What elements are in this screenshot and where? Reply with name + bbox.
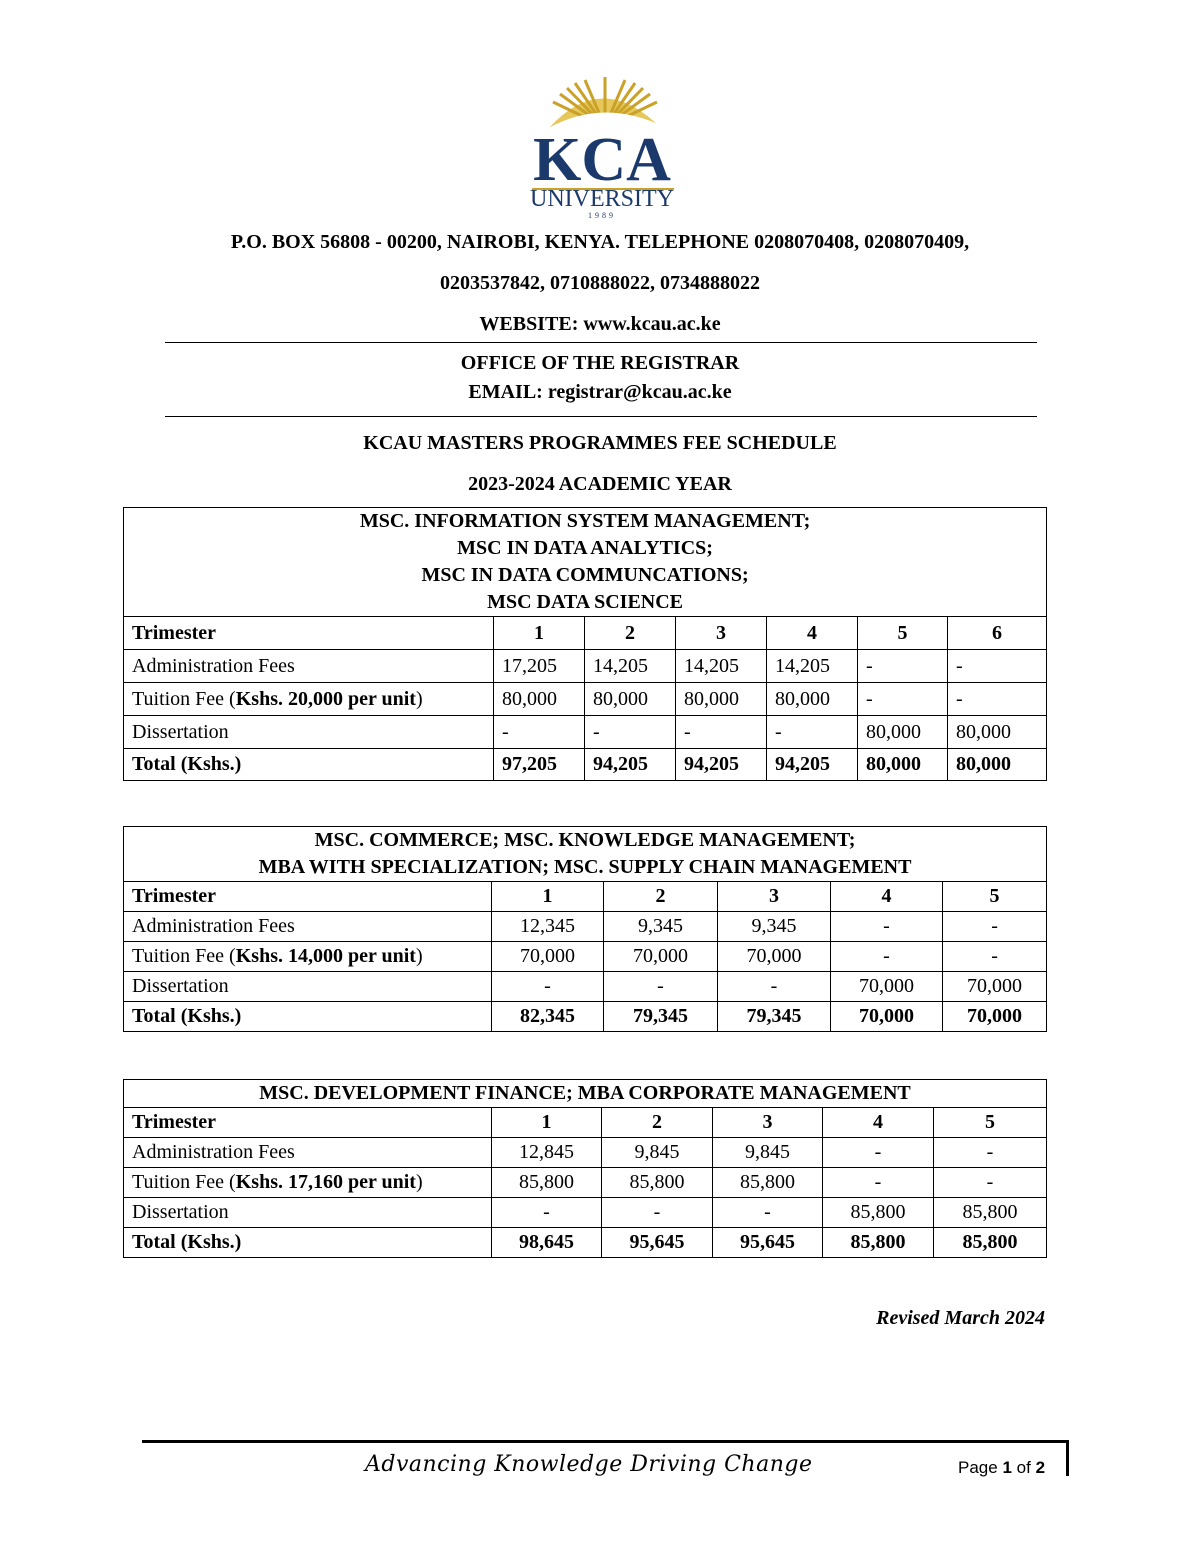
caption-line: MBA WITH SPECIALIZATION; MSC. SUPPLY CHAIN MANAGEMENT <box>258 856 912 878</box>
fee-cell: 12,845 <box>492 1138 602 1168</box>
row-label: Administration Fees <box>124 912 492 942</box>
page-current: 1 <box>1002 1458 1012 1477</box>
caption-line: MSC IN DATA ANALYTICS; <box>457 537 713 559</box>
academic-year: 2023-2024 ACADEMIC YEAR <box>468 473 732 495</box>
header-website-line: WEBSITE: www.kcau.ac.ke <box>479 313 721 335</box>
row-label: Administration Fees <box>124 1138 492 1168</box>
table-row <box>124 942 1047 972</box>
trimester-cell: 2 <box>585 617 676 650</box>
tuition-label-end: ) <box>415 945 423 967</box>
fee-cell: - <box>713 1198 823 1228</box>
caption-line: MSC. DEVELOPMENT FINANCE; MBA CORPORATE MANAGEMENT <box>259 1082 911 1104</box>
caption-line: MSC DATA SCIENCE <box>487 591 684 613</box>
total-cell: 80,000 <box>948 749 1047 781</box>
revision-note: Revised March 2024 <box>876 1307 1045 1329</box>
row-label <box>124 683 494 716</box>
fee-cell: 85,800 <box>934 1198 1047 1228</box>
fee-cell: - <box>585 716 676 749</box>
page-of: of <box>1016 1458 1031 1477</box>
total-cell: 70,000 <box>831 1002 943 1032</box>
fee-cell: 70,000 <box>604 942 718 972</box>
table-row <box>124 912 1047 942</box>
total-cell: 79,345 <box>718 1002 831 1032</box>
fee-cell: - <box>823 1138 934 1168</box>
trimester-cell: 5 <box>858 617 948 650</box>
caption-line: MSC. COMMERCE; MSC. KNOWLEDGE MANAGEMENT; <box>314 829 856 851</box>
document-title: KCAU MASTERS PROGRAMMES FEE SCHEDULE <box>363 432 837 454</box>
table-row <box>124 1168 1047 1198</box>
fee-cell: - <box>934 1168 1047 1198</box>
fee-cell: 17,205 <box>494 650 585 683</box>
total-cell: 98,645 <box>492 1228 602 1258</box>
fee-cell: 85,800 <box>602 1168 713 1198</box>
total-cell: 95,645 <box>713 1228 823 1258</box>
fee-cell: - <box>831 912 943 942</box>
table-caption <box>124 1080 1047 1108</box>
fee-cell: - <box>494 716 585 749</box>
table-row <box>124 716 1047 749</box>
fee-cell: - <box>831 942 943 972</box>
fee-cell: - <box>602 1198 713 1228</box>
row-label: Trimester <box>124 1108 492 1138</box>
table-row <box>124 882 1047 912</box>
page-total: 2 <box>1035 1458 1046 1477</box>
tuition-label-end: ) <box>415 1171 423 1193</box>
fee-cell: 80,000 <box>494 683 585 716</box>
fee-cell: 14,205 <box>676 650 767 683</box>
fee-cell: 80,000 <box>676 683 767 716</box>
logo-year: 1989 <box>588 211 616 220</box>
total-cell: 97,205 <box>494 749 585 781</box>
fee-cell: - <box>948 683 1047 716</box>
tuition-rate: Kshs. 20,000 per unit <box>235 687 416 710</box>
tuition-label-end: ) <box>415 687 423 710</box>
footer-divider <box>142 1440 1067 1443</box>
row-label: Total (Kshs.) <box>124 1228 492 1258</box>
total-cell: 94,205 <box>767 749 858 781</box>
fee-cell: 9,345 <box>604 912 718 942</box>
fee-cell: 80,000 <box>767 683 858 716</box>
fee-cell: 80,000 <box>948 716 1047 749</box>
total-cell: 94,205 <box>676 749 767 781</box>
trimester-cell: 1 <box>492 882 604 912</box>
fee-cell: 70,000 <box>831 972 943 1002</box>
trimester-cell: 3 <box>718 882 831 912</box>
fee-cell: - <box>858 650 948 683</box>
footer-corner-mark <box>1066 1440 1069 1476</box>
total-cell: 82,345 <box>492 1002 604 1032</box>
fee-cell: 80,000 <box>858 716 948 749</box>
table-row-total <box>124 1228 1047 1258</box>
fee-table-finance <box>123 1079 1047 1258</box>
header-phone-line: 0203537842, 0710888022, 0734888022 <box>440 272 760 294</box>
page-word: Page <box>958 1458 998 1477</box>
trimester-cell: 1 <box>492 1108 602 1138</box>
kca-university-logo <box>520 75 685 220</box>
fee-cell: 80,000 <box>585 683 676 716</box>
total-cell: 94,205 <box>585 749 676 781</box>
trimester-cell: 4 <box>831 882 943 912</box>
table-row <box>124 1198 1047 1228</box>
fee-cell: - <box>948 650 1047 683</box>
fee-table-commerce <box>123 826 1047 1032</box>
header-address-line: P.O. BOX 56808 - 00200, NAIROBI, KENYA. TELEPHONE 0208070408, 0208070409, <box>230 231 970 253</box>
fee-cell: 9,345 <box>718 912 831 942</box>
table-row <box>124 1108 1047 1138</box>
trimester-cell: 3 <box>713 1108 823 1138</box>
row-label: Total (Kshs.) <box>124 1002 492 1032</box>
total-cell: 85,800 <box>823 1228 934 1258</box>
tuition-rate: Kshs. 14,000 per unit <box>235 945 416 967</box>
fee-cell: 70,000 <box>492 942 604 972</box>
row-label: Dissertation <box>124 716 494 749</box>
fee-cell: - <box>604 972 718 1002</box>
tuition-rate: Kshs. 17,160 per unit <box>235 1171 416 1193</box>
row-label <box>124 1168 492 1198</box>
fee-cell: - <box>718 972 831 1002</box>
table-caption <box>124 827 1047 882</box>
row-label: Dissertation <box>124 972 492 1002</box>
page-number <box>958 1458 1045 1478</box>
total-cell: 85,800 <box>934 1228 1047 1258</box>
fee-cell: 70,000 <box>718 942 831 972</box>
trimester-cell: 4 <box>767 617 858 650</box>
tuition-label-text: Tuition Fee ( <box>132 1171 236 1193</box>
trimester-cell: 4 <box>823 1108 934 1138</box>
total-cell: 95,645 <box>602 1228 713 1258</box>
office-divider <box>165 416 1037 417</box>
total-cell: 79,345 <box>604 1002 718 1032</box>
caption-line: MSC IN DATA COMMUNCATIONS; <box>421 564 749 586</box>
tuition-label-text: Tuition Fee ( <box>132 945 236 967</box>
fee-cell: - <box>492 972 604 1002</box>
row-label <box>124 942 492 972</box>
fee-cell: - <box>934 1138 1047 1168</box>
total-cell: 80,000 <box>858 749 948 781</box>
table-row-total <box>124 1002 1047 1032</box>
fee-cell: - <box>823 1168 934 1198</box>
trimester-cell: 6 <box>948 617 1047 650</box>
header-divider <box>165 342 1037 343</box>
fee-cell: 85,800 <box>492 1168 602 1198</box>
trimester-cell: 2 <box>604 882 718 912</box>
office-title: OFFICE OF THE REGISTRAR <box>460 352 740 374</box>
fee-cell: - <box>943 942 1047 972</box>
total-cell: 70,000 <box>943 1002 1047 1032</box>
row-label: Total (Kshs.) <box>124 749 494 781</box>
fee-cell: 14,205 <box>585 650 676 683</box>
caption-line: MSC. INFORMATION SYSTEM MANAGEMENT; <box>359 510 811 532</box>
footer-motto: Advancing Knowledge Driving Change <box>365 1452 813 1477</box>
fee-cell: - <box>943 912 1047 942</box>
fee-cell: - <box>676 716 767 749</box>
table-row <box>124 650 1047 683</box>
table-row <box>124 617 1047 650</box>
row-label: Administration Fees <box>124 650 494 683</box>
logo-initials: KCA <box>533 126 671 194</box>
table-row <box>124 972 1047 1002</box>
fee-cell: - <box>858 683 948 716</box>
trimester-cell: 1 <box>494 617 585 650</box>
fee-cell: 14,205 <box>767 650 858 683</box>
table-row-total <box>124 749 1047 781</box>
fee-cell: 85,800 <box>713 1168 823 1198</box>
table-caption <box>124 508 1047 617</box>
fee-cell: 70,000 <box>943 972 1047 1002</box>
row-label: Trimester <box>124 617 494 650</box>
fee-cell: - <box>767 716 858 749</box>
trimester-cell: 2 <box>602 1108 713 1138</box>
fee-cell: 9,845 <box>713 1138 823 1168</box>
fee-table-ism <box>123 507 1047 781</box>
fee-cell: 85,800 <box>823 1198 934 1228</box>
table-row <box>124 683 1047 716</box>
row-label: Dissertation <box>124 1198 492 1228</box>
table-row <box>124 1138 1047 1168</box>
fee-cell: 12,345 <box>492 912 604 942</box>
fee-cell: 9,845 <box>602 1138 713 1168</box>
sunburst-icon <box>545 77 670 130</box>
fee-cell: - <box>492 1198 602 1228</box>
trimester-cell: 5 <box>934 1108 1047 1138</box>
trimester-cell: 5 <box>943 882 1047 912</box>
trimester-cell: 3 <box>676 617 767 650</box>
office-email: EMAIL: registrar@kcau.ac.ke <box>468 381 732 403</box>
logo-name: UNIVERSITY <box>530 186 674 212</box>
tuition-label-text: Tuition Fee ( <box>132 687 236 710</box>
row-label: Trimester <box>124 882 492 912</box>
